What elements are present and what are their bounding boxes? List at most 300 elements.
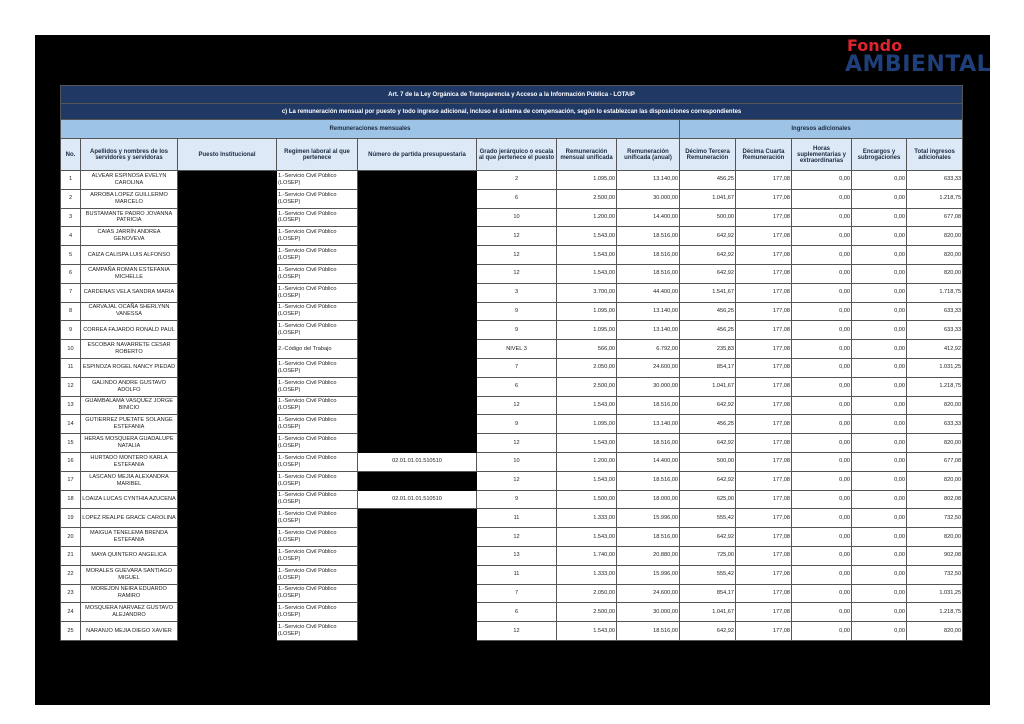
table-cell: 0,00 bbox=[792, 490, 852, 509]
table-cell: 12 bbox=[477, 264, 557, 283]
table-cell: 177,08 bbox=[736, 264, 792, 283]
redacted-cell bbox=[358, 396, 477, 415]
table-cell: 177,08 bbox=[736, 415, 792, 434]
table-cell: 0,00 bbox=[792, 565, 852, 584]
redacted-cell bbox=[178, 490, 277, 509]
redacted-cell bbox=[358, 189, 477, 208]
redacted-cell bbox=[178, 565, 277, 584]
table-cell: 0,00 bbox=[792, 321, 852, 340]
table-cell: 0,00 bbox=[792, 377, 852, 396]
table-cell: 725,00 bbox=[680, 546, 736, 565]
table-cell: 6 bbox=[477, 189, 557, 208]
table-cell: 11 bbox=[477, 565, 557, 584]
table-cell: 18.516,00 bbox=[617, 434, 680, 453]
redacted-cell bbox=[178, 340, 277, 359]
table-cell: 24 bbox=[61, 603, 81, 622]
table-cell: 18.516,00 bbox=[617, 622, 680, 641]
table-cell: 1.-Servicio Civil Público (LOSEP) bbox=[277, 528, 358, 547]
table-cell: 10 bbox=[477, 452, 557, 471]
table-cell: 456,25 bbox=[680, 321, 736, 340]
table-cell: ESPINOZA ROGEL NANCY PIEDAD bbox=[81, 358, 178, 377]
redacted-cell bbox=[358, 377, 477, 396]
table-cell: 802,08 bbox=[907, 490, 963, 509]
redacted-cell bbox=[178, 528, 277, 547]
table-cell: 0,00 bbox=[852, 509, 907, 528]
table-cell: 235,83 bbox=[680, 340, 736, 359]
table-cell: 13.140,00 bbox=[617, 321, 680, 340]
table-cell: 0,00 bbox=[792, 171, 852, 190]
table-cell: ARROBA LOPEZ GUILLERMO MARCELO bbox=[81, 189, 178, 208]
table-cell: 11 bbox=[61, 358, 81, 377]
table-cell: 30.000,00 bbox=[617, 603, 680, 622]
redacted-cell bbox=[178, 302, 277, 321]
table-cell: 18 bbox=[61, 490, 81, 509]
table-cell: 642,92 bbox=[680, 246, 736, 265]
table-cell: 0,00 bbox=[852, 189, 907, 208]
table-cell: 7 bbox=[477, 358, 557, 377]
redacted-cell bbox=[358, 246, 477, 265]
table-cell: 02.01.01.01.510510 bbox=[358, 452, 477, 471]
table-row bbox=[61, 434, 963, 453]
table-cell: 1.-Servicio Civil Público (LOSEP) bbox=[277, 189, 358, 208]
table-cell: 1.-Servicio Civil Público (LOSEP) bbox=[277, 471, 358, 490]
table-cell: 9 bbox=[477, 321, 557, 340]
table-cell: 633,33 bbox=[907, 415, 963, 434]
column-header: Horas suplementarias y extraordinarias bbox=[792, 139, 852, 171]
table-row bbox=[61, 565, 963, 584]
table-cell: 1.500,00 bbox=[557, 490, 617, 509]
table-cell: 1.218,75 bbox=[907, 603, 963, 622]
table-row bbox=[61, 509, 963, 528]
column-header: Total ingresos adicionales bbox=[907, 139, 963, 171]
table-cell: 0,00 bbox=[792, 283, 852, 302]
table-cell: 24.600,00 bbox=[617, 358, 680, 377]
column-header: Remuneración unificada (anual) bbox=[617, 139, 680, 171]
table-cell: 0,00 bbox=[792, 603, 852, 622]
table-cell: 1.200,00 bbox=[557, 208, 617, 227]
table-cell: 1.-Servicio Civil Público (LOSEP) bbox=[277, 622, 358, 641]
table-cell: 0,00 bbox=[852, 415, 907, 434]
table-cell: 0,00 bbox=[792, 302, 852, 321]
remuneration-table bbox=[60, 85, 963, 641]
table-cell: 1.218,75 bbox=[907, 189, 963, 208]
table-cell: 0,00 bbox=[852, 622, 907, 641]
table-cell: 18.516,00 bbox=[617, 528, 680, 547]
table-cell: 677,08 bbox=[907, 208, 963, 227]
table-cell: 1.543,00 bbox=[557, 528, 617, 547]
table-cell: 1.095,00 bbox=[557, 302, 617, 321]
redacted-cell bbox=[358, 415, 477, 434]
table-cell: 3.700,00 bbox=[557, 283, 617, 302]
table-cell: 0,00 bbox=[852, 302, 907, 321]
table-cell: 177,08 bbox=[736, 528, 792, 547]
table-cell: 1.-Servicio Civil Público (LOSEP) bbox=[277, 509, 358, 528]
redacted-cell bbox=[358, 509, 477, 528]
table-subtitle: c) La remuneración mensual por puesto y todo ingreso adicional, incluso el sistema de compensación, según lo establezcan las disposiciones correspondientes bbox=[61, 104, 963, 120]
redacted-cell bbox=[358, 171, 477, 190]
table-cell: 677,08 bbox=[907, 452, 963, 471]
table-row bbox=[61, 340, 963, 359]
table-cell: 7 bbox=[477, 584, 557, 603]
table-cell: 1.543,00 bbox=[557, 471, 617, 490]
table-cell: 0,00 bbox=[792, 246, 852, 265]
table-cell: 642,92 bbox=[680, 396, 736, 415]
redacted-cell bbox=[178, 246, 277, 265]
table-cell: 0,00 bbox=[792, 584, 852, 603]
table-cell: 1.-Servicio Civil Público (LOSEP) bbox=[277, 452, 358, 471]
column-header: Grado jerárquico o escala al que pertenece el puesto bbox=[477, 139, 557, 171]
column-header: Encargos y subrogaciones bbox=[852, 139, 907, 171]
table-cell: 23 bbox=[61, 584, 81, 603]
table-cell: 5 bbox=[61, 246, 81, 265]
table-cell: 1.543,00 bbox=[557, 622, 617, 641]
table-cell: MOSQUERA NARVAEZ GUSTAVO ALEJANDRO bbox=[81, 603, 178, 622]
table-cell: 177,08 bbox=[736, 490, 792, 509]
table-cell: 0,00 bbox=[852, 340, 907, 359]
redacted-cell bbox=[178, 584, 277, 603]
table-cell: 13 bbox=[477, 546, 557, 565]
table-row bbox=[61, 208, 963, 227]
table-cell: 18.516,00 bbox=[617, 396, 680, 415]
table-cell: ALVEAR ESPINOSA EVELYN CAROLINA bbox=[81, 171, 178, 190]
column-header: No. bbox=[61, 139, 81, 171]
table-row bbox=[61, 246, 963, 265]
table-cell: 0,00 bbox=[792, 358, 852, 377]
table-cell: 18.516,00 bbox=[617, 264, 680, 283]
table-cell: 2.500,00 bbox=[557, 377, 617, 396]
column-header: Regimen laboral al que pertenece bbox=[277, 139, 358, 171]
table-row bbox=[61, 584, 963, 603]
table-cell: 642,92 bbox=[680, 264, 736, 283]
table-cell: 1.-Servicio Civil Público (LOSEP) bbox=[277, 358, 358, 377]
table-cell: 1.041,67 bbox=[680, 189, 736, 208]
redacted-cell bbox=[358, 321, 477, 340]
table-cell: CAIZA CALISPA LUIS ALFONSO bbox=[81, 246, 178, 265]
table-cell: 12 bbox=[477, 396, 557, 415]
table-cell: 0,00 bbox=[792, 396, 852, 415]
table-cell: 1.333,00 bbox=[557, 509, 617, 528]
table-cell: 18.516,00 bbox=[617, 471, 680, 490]
redacted-cell bbox=[178, 321, 277, 340]
table-cell: 412,92 bbox=[907, 340, 963, 359]
table-cell: 177,08 bbox=[736, 622, 792, 641]
table-cell: 1.041,67 bbox=[680, 377, 736, 396]
table-cell: 2 bbox=[477, 171, 557, 190]
table-cell: 177,08 bbox=[736, 434, 792, 453]
table-cell: 0,00 bbox=[852, 396, 907, 415]
table-cell: 177,08 bbox=[736, 565, 792, 584]
table-cell: 0,00 bbox=[852, 546, 907, 565]
table-cell: 13.140,00 bbox=[617, 171, 680, 190]
table-cell: 177,08 bbox=[736, 340, 792, 359]
table-cell: 820,00 bbox=[907, 528, 963, 547]
table-cell: 0,00 bbox=[792, 471, 852, 490]
column-header: Décima Cuarta Remuneración bbox=[736, 139, 792, 171]
table-row bbox=[61, 490, 963, 509]
table-cell: 1.200,00 bbox=[557, 452, 617, 471]
table-cell: 0,00 bbox=[852, 528, 907, 547]
table-cell: 1.718,75 bbox=[907, 283, 963, 302]
redacted-cell bbox=[178, 434, 277, 453]
table-cell: 1.095,00 bbox=[557, 321, 617, 340]
redacted-cell bbox=[358, 227, 477, 246]
redacted-cell bbox=[178, 415, 277, 434]
table-title: Art. 7 de la Ley Orgánica de Transparencia y Acceso a la Información Pública - LOTAIP bbox=[61, 86, 963, 104]
redacted-cell bbox=[358, 528, 477, 547]
table-cell: 4 bbox=[61, 227, 81, 246]
column-header: Puesto Institucional bbox=[178, 139, 277, 171]
table-cell: 9 bbox=[61, 321, 81, 340]
table-cell: 177,08 bbox=[736, 452, 792, 471]
table-cell: BUSTAMANTE PADRO JOVANNA PATRICIA bbox=[81, 208, 178, 227]
redacted-cell bbox=[358, 283, 477, 302]
table-cell: 1.543,00 bbox=[557, 246, 617, 265]
table-cell: NIVEL 3 bbox=[477, 340, 557, 359]
table-cell: 566,00 bbox=[557, 340, 617, 359]
redacted-cell bbox=[358, 264, 477, 283]
table-cell: 633,33 bbox=[907, 302, 963, 321]
table-cell: 0,00 bbox=[852, 264, 907, 283]
redacted-cell bbox=[178, 396, 277, 415]
table-cell: 1.543,00 bbox=[557, 227, 617, 246]
redacted-cell bbox=[178, 171, 277, 190]
table-cell: 1.-Servicio Civil Público (LOSEP) bbox=[277, 227, 358, 246]
column-header: Apellidos y nombres de los servidores y servidoras bbox=[81, 139, 178, 171]
table-cell: 1.740,00 bbox=[557, 546, 617, 565]
table-cell: 9 bbox=[477, 490, 557, 509]
table-cell: 9 bbox=[477, 415, 557, 434]
table-cell: 0,00 bbox=[852, 603, 907, 622]
table-cell: 13 bbox=[61, 396, 81, 415]
table-cell: 177,08 bbox=[736, 377, 792, 396]
redacted-cell bbox=[358, 302, 477, 321]
logo-line2: AMBIENTAL bbox=[845, 52, 992, 77]
table-cell: MAIGUA TENELEMA BRENDA ESTEFANIA bbox=[81, 528, 178, 547]
redacted-cell bbox=[358, 546, 477, 565]
table-cell: 20.880,00 bbox=[617, 546, 680, 565]
table-cell: 12 bbox=[477, 471, 557, 490]
table-cell: 1.-Servicio Civil Público (LOSEP) bbox=[277, 283, 358, 302]
table-cell: 1.-Servicio Civil Público (LOSEP) bbox=[277, 171, 358, 190]
redacted-cell bbox=[358, 358, 477, 377]
table-cell: GUTIERREZ PUETATE SOLANGE ESTEFANIA bbox=[81, 415, 178, 434]
table-cell: 0,00 bbox=[852, 584, 907, 603]
table-cell: 633,33 bbox=[907, 321, 963, 340]
table-cell: 30.000,00 bbox=[617, 189, 680, 208]
table-cell: 3 bbox=[61, 208, 81, 227]
fondo-ambiental-logo bbox=[845, 38, 991, 76]
table-cell: GUAMBALAMA VASQUEZ JORGE BINICIO bbox=[81, 396, 178, 415]
table-cell: 555,42 bbox=[680, 565, 736, 584]
table-cell: 854,17 bbox=[680, 358, 736, 377]
table-cell: 2.500,00 bbox=[557, 603, 617, 622]
table-cell: 02.01.01.01.510510 bbox=[358, 490, 477, 509]
table-cell: 642,92 bbox=[680, 471, 736, 490]
redacted-cell bbox=[178, 283, 277, 302]
table-cell: HERAS MOSQUERA GUADALUPE NATALIA bbox=[81, 434, 178, 453]
table-row bbox=[61, 546, 963, 565]
table-cell: 0,00 bbox=[792, 227, 852, 246]
table-cell: 12 bbox=[477, 528, 557, 547]
table-row bbox=[61, 171, 963, 190]
table-cell: 820,00 bbox=[907, 396, 963, 415]
table-cell: 177,08 bbox=[736, 227, 792, 246]
table-cell: 18.516,00 bbox=[617, 246, 680, 265]
table-cell: 17 bbox=[61, 471, 81, 490]
table-cell: LASCANO MEJIA ALEXANDRA MARIBEL bbox=[81, 471, 178, 490]
table-cell: 0,00 bbox=[792, 189, 852, 208]
table-cell: 0,00 bbox=[792, 546, 852, 565]
table-cell: 6 bbox=[61, 264, 81, 283]
table-cell: 177,08 bbox=[736, 358, 792, 377]
table-cell: 177,08 bbox=[736, 189, 792, 208]
table-cell: GALINDO ANDRE GUSTAVO ADOLFO bbox=[81, 377, 178, 396]
table-cell: 642,92 bbox=[680, 528, 736, 547]
table-cell: 642,92 bbox=[680, 434, 736, 453]
group-ingresos-adicionales: Ingresos adicionales bbox=[680, 120, 963, 139]
redacted-cell bbox=[178, 208, 277, 227]
table-cell: 24.600,00 bbox=[617, 584, 680, 603]
redacted-cell bbox=[178, 452, 277, 471]
table-cell: NARANJO MEJIA DIEGO XAVIER bbox=[81, 622, 178, 641]
table-cell: 1.-Servicio Civil Público (LOSEP) bbox=[277, 490, 358, 509]
table-cell: 820,00 bbox=[907, 434, 963, 453]
table-cell: 1.-Servicio Civil Público (LOSEP) bbox=[277, 264, 358, 283]
table-cell: MORALES GUEVARA SANTIAGO MIGUEL bbox=[81, 565, 178, 584]
table-cell: 177,08 bbox=[736, 509, 792, 528]
table-cell: 177,08 bbox=[736, 546, 792, 565]
table-cell: MOREJON NEIRA EDUARDO RAMIRO bbox=[81, 584, 178, 603]
group-remuneraciones-mensuales: Remuneraciones mensuales bbox=[61, 120, 680, 139]
redacted-cell bbox=[178, 603, 277, 622]
table-row bbox=[61, 264, 963, 283]
table-cell: 1.-Servicio Civil Público (LOSEP) bbox=[277, 565, 358, 584]
table-cell: 0,00 bbox=[792, 509, 852, 528]
table-cell: 500,00 bbox=[680, 452, 736, 471]
table-cell: 642,92 bbox=[680, 227, 736, 246]
table-cell: 1.031,25 bbox=[907, 358, 963, 377]
redacted-cell bbox=[358, 565, 477, 584]
table-cell: 12 bbox=[477, 246, 557, 265]
table-cell: 0,00 bbox=[792, 622, 852, 641]
table-cell: 12 bbox=[477, 227, 557, 246]
table-cell: 12 bbox=[61, 377, 81, 396]
table-cell: 13.140,00 bbox=[617, 415, 680, 434]
table-cell: 0,00 bbox=[852, 490, 907, 509]
table-cell: 21 bbox=[61, 546, 81, 565]
table-cell: 1.-Servicio Civil Público (LOSEP) bbox=[277, 246, 358, 265]
redacted-cell bbox=[358, 622, 477, 641]
table-cell: 1.031,25 bbox=[907, 584, 963, 603]
table-cell: 2 bbox=[61, 189, 81, 208]
table-cell: 1.218,75 bbox=[907, 377, 963, 396]
table-cell: 177,08 bbox=[736, 283, 792, 302]
table-cell: 14 bbox=[61, 415, 81, 434]
redacted-cell bbox=[178, 189, 277, 208]
table-cell: 0,00 bbox=[792, 434, 852, 453]
table-cell: 0,00 bbox=[792, 208, 852, 227]
table-cell: 633,33 bbox=[907, 171, 963, 190]
table-cell: 177,08 bbox=[736, 321, 792, 340]
table-cell: 15.996,00 bbox=[617, 509, 680, 528]
table-cell: 0,00 bbox=[852, 321, 907, 340]
table-cell: 820,00 bbox=[907, 246, 963, 265]
table-cell: 2.-Código del Trabajo bbox=[277, 340, 358, 359]
table-cell: 30.000,00 bbox=[617, 377, 680, 396]
table-cell: 854,17 bbox=[680, 584, 736, 603]
redacted-cell bbox=[178, 377, 277, 396]
column-header: Décimo Tercera Remuneración bbox=[680, 139, 736, 171]
table-cell: LOAIZA LUCAS CYNTHIA AZUCENA bbox=[81, 490, 178, 509]
table-cell: 9 bbox=[477, 302, 557, 321]
table-cell: 0,00 bbox=[792, 264, 852, 283]
table-cell: 0,00 bbox=[792, 415, 852, 434]
table-cell: 8 bbox=[61, 302, 81, 321]
table-cell: 555,42 bbox=[680, 509, 736, 528]
table-cell: 25 bbox=[61, 622, 81, 641]
table-cell: 3 bbox=[477, 283, 557, 302]
table-row bbox=[61, 377, 963, 396]
redacted-cell bbox=[178, 264, 277, 283]
table-cell: 1.-Servicio Civil Público (LOSEP) bbox=[277, 302, 358, 321]
table-cell: 14.400,00 bbox=[617, 452, 680, 471]
table-row bbox=[61, 452, 963, 471]
table-cell: 0,00 bbox=[852, 246, 907, 265]
table-cell: 177,08 bbox=[736, 603, 792, 622]
redacted-cell bbox=[178, 227, 277, 246]
table-cell: 732,50 bbox=[907, 565, 963, 584]
table-cell: 19 bbox=[61, 509, 81, 528]
table-cell: 0,00 bbox=[852, 434, 907, 453]
table-cell: MAYA QUINTERO ANGELICA bbox=[81, 546, 178, 565]
logo-line1: Fondo bbox=[847, 36, 903, 55]
table-cell: 1.541,67 bbox=[680, 283, 736, 302]
table-cell: 177,08 bbox=[736, 584, 792, 603]
table-cell: 177,08 bbox=[736, 171, 792, 190]
table-cell: 16 bbox=[61, 452, 81, 471]
table-cell: 2.500,00 bbox=[557, 189, 617, 208]
table-cell: CARDENAS VELA SANDRA MARIA bbox=[81, 283, 178, 302]
table-cell: 2.050,00 bbox=[557, 358, 617, 377]
table-cell: 820,00 bbox=[907, 227, 963, 246]
table-cell: 0,00 bbox=[852, 283, 907, 302]
table-cell: CAMPAÑA ROMAN ESTEFANIA MICHELLE bbox=[81, 264, 178, 283]
table-cell: 1.-Servicio Civil Público (LOSEP) bbox=[277, 415, 358, 434]
table-cell: 0,00 bbox=[852, 227, 907, 246]
table-cell: 456,25 bbox=[680, 302, 736, 321]
column-header: Remuneración mensual unificada bbox=[557, 139, 617, 171]
table-cell: 18.516,00 bbox=[617, 227, 680, 246]
table-cell: 1 bbox=[61, 171, 81, 190]
table-cell: 12 bbox=[477, 434, 557, 453]
table-row bbox=[61, 302, 963, 321]
table-cell: 177,08 bbox=[736, 208, 792, 227]
column-header: Número de partida presupuestaria bbox=[358, 139, 477, 171]
table-cell: 177,08 bbox=[736, 471, 792, 490]
table-cell: 0,00 bbox=[792, 528, 852, 547]
table-cell: 6 bbox=[477, 603, 557, 622]
table-cell: 0,00 bbox=[852, 358, 907, 377]
table-row bbox=[61, 321, 963, 340]
table-row bbox=[61, 227, 963, 246]
redacted-cell bbox=[358, 603, 477, 622]
table-cell: 820,00 bbox=[907, 471, 963, 490]
table-cell: 177,08 bbox=[736, 396, 792, 415]
table-cell: 0,00 bbox=[852, 208, 907, 227]
table-cell: 18.000,00 bbox=[617, 490, 680, 509]
table-cell: CAIAS JARRÍN ANDREA GENOVEVA bbox=[81, 227, 178, 246]
table-cell: 902,08 bbox=[907, 546, 963, 565]
